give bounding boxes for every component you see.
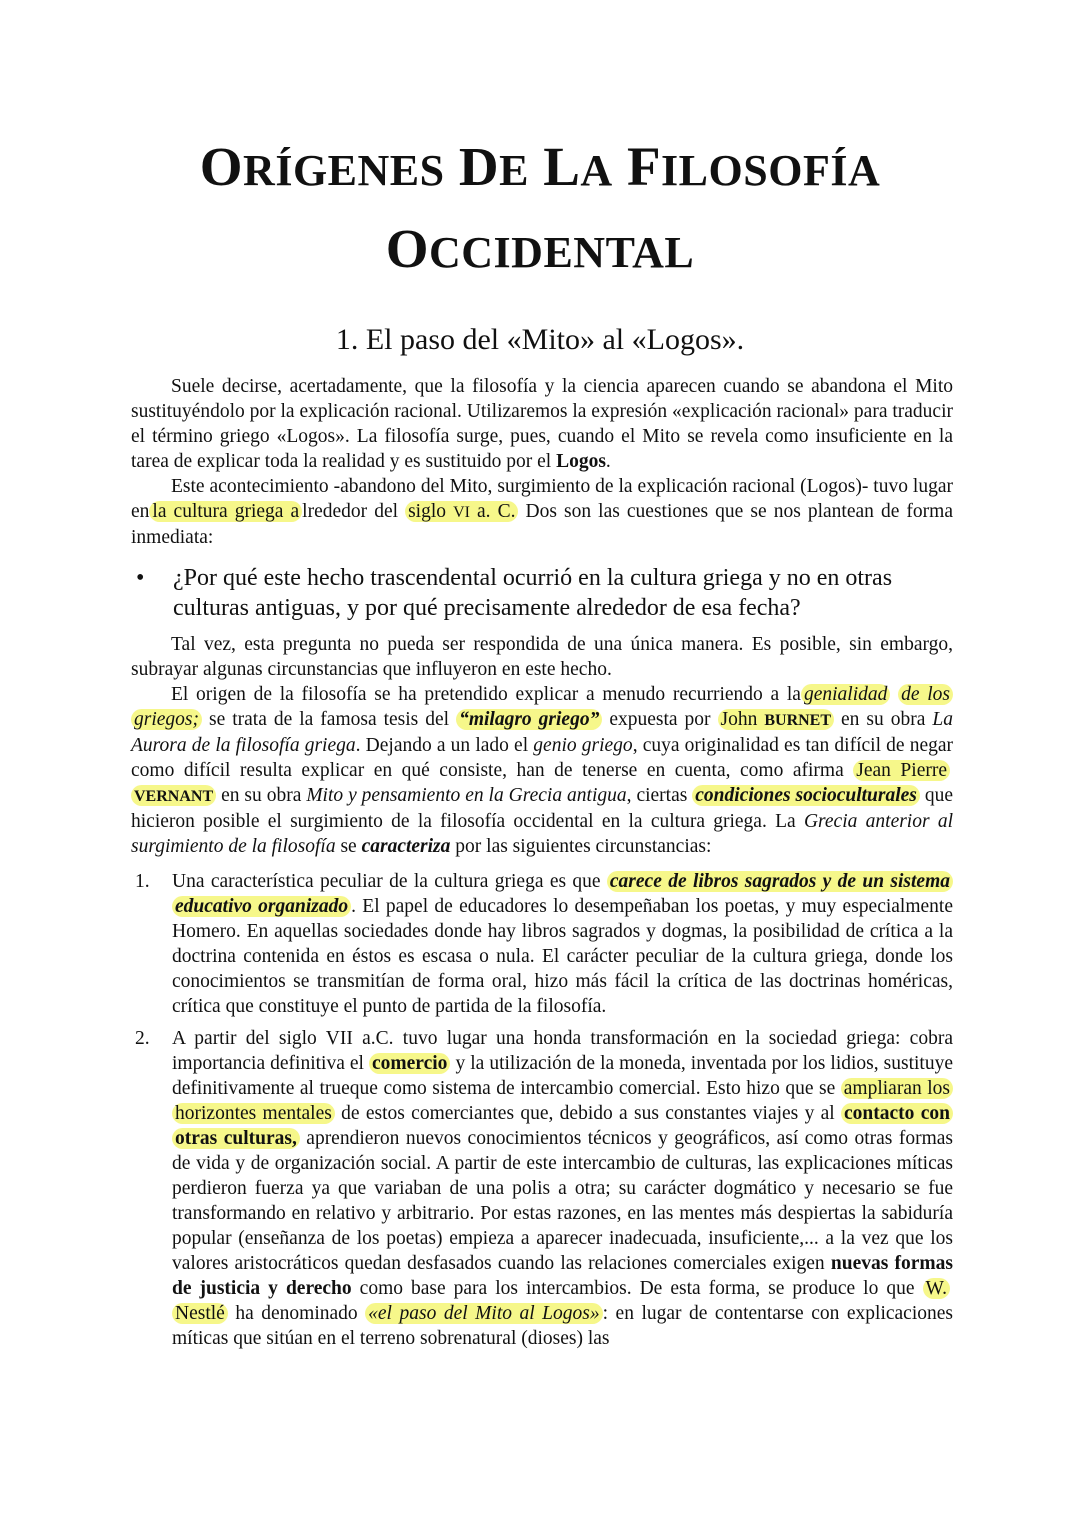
bold-term-logos: Logos: [556, 451, 606, 472]
highlight-w-nestle: W. Nestlé: [172, 1278, 950, 1324]
circumstances-list: [131, 869, 953, 1351]
bullet-question-text: ¿Por qué este hecho trascendental ocurrió en la cultura griega y no en otras culturas antiguas, y por qué precisamente alrededor de esa fecha?: [173, 565, 893, 621]
text-run: de estos comerciantes que, debido a sus constantes viajes y al: [334, 1103, 842, 1124]
text-run: por las siguientes circunstancias:: [450, 836, 712, 857]
list-number: 1.: [135, 871, 150, 892]
bullet-question: [131, 563, 953, 623]
highlight-cultura-griega: la cultura griega a: [149, 501, 302, 522]
text-run: Suele decirse, acertadamente, que la filosofía y la ciencia aparecen cuando se abandona el Mito sustituyéndolo por la explicación racional. Utilizaremos la expresión «explicación racional» para traducir el término griego «Logos». La filosofía surge, pues, cuando el Mito se revela como insuficiente en la tarea de explicar toda la realidad y es sustituido por el: [131, 376, 953, 472]
text-run: Dos son las cuestiones que se nos plantean de forma inmediata:: [131, 501, 953, 548]
author-surname: VERNANT: [134, 788, 214, 805]
text-run: y la utilización de la moneda, inventada por los lidios, sustituye definitivamente al trueque como sistema de intercambio comercial. Esto hizo que se: [172, 1053, 953, 1099]
highlight-condiciones-socioculturales: condiciones socioculturales: [692, 785, 920, 806]
text-run: .: [605, 451, 611, 472]
section-title: 1. El paso del «Mito» al «Logos».: [335, 323, 745, 356]
text-run: como base para los intercambios. De esta forma, se produce lo que: [351, 1278, 923, 1299]
title-line-1: ORÍGENES DE LA FILOSOFÍA: [199, 136, 881, 197]
text-run: Jean Pierre: [856, 760, 947, 781]
text-run: John: [720, 709, 765, 730]
book-title: Mito y pensamiento en la Grecia antigua: [306, 785, 627, 806]
text-run: El origen de la filosofía se ha pretendido explicar a menudo recurriendo a la: [171, 684, 801, 705]
highlight-paso-mito-logos: «el paso del Mito al Logos»: [365, 1303, 602, 1324]
text-run: lrededor del: [302, 501, 406, 522]
document-body: [131, 374, 953, 1358]
bullet-dot: •: [136, 565, 145, 591]
text-run: se: [335, 836, 362, 857]
text-run: a. C.: [469, 501, 516, 522]
text-run: aprendieron nuevos conocimientos técnicos y geográficos, así como otras formas de vida y de organización social. A partir de este intercambio de culturas, las explicaciones míticas perdieron fuerza ya que variaban de una polis a otra; su carácter dogmático y necesario se fue transformando en relativo y arbitrario. Por estas razones, en las mentes más despiertas la sabiduría popular (enseñanza de los poetas) empieza a aparecer inadecuada, insuficiente,... a la vez que los valores aristocráticos quedan desfasados cuando las relaciones comerciales exigen: [172, 1128, 953, 1274]
answer-paragraph-2: [131, 682, 953, 859]
highlight-horizontes-mentales: ampliaran los horizontes mentales: [172, 1078, 953, 1124]
italic-phrase: Grecia anterior al surgimiento de la filosofía: [131, 811, 953, 857]
title-line-2: OCCIDENTAL: [385, 218, 695, 279]
list-number: 2.: [135, 1028, 150, 1049]
text-run: . Dejando a un lado el: [355, 735, 534, 756]
text-run: en su obra: [834, 709, 933, 730]
text-run: . El papel de educadores lo desempeñaban los poetas, y muy especialmente Homero. En aquellas sociedades donde hay libros sagrados y dogmas, la posibilidad de crítica a la doctrina contenida en éstos es escasa o nula. El carácter peculiar de la cultura griega, donde los conocimientos se transmitían de forma oral, hizo más fácil la crítica de las doctrinas homéricas, crítica que constituye el punto de partida de la filosofía.: [172, 896, 953, 1017]
list-item: [131, 1026, 953, 1351]
text-run: en su obra: [216, 785, 307, 806]
highlight-genialidad: genialidad: [801, 684, 890, 705]
text-run: Este acontecimiento -abandono del Mito, surgimiento de la explicación racional (Logos)- tuvo lugar en: [131, 476, 953, 522]
text-run: expuesta por: [602, 709, 718, 730]
text-run: , cuya originalidad es tan difícil de negar como difícil resulta explicar en qué consiste, han de tenerse en cuenta, como afirma: [131, 735, 953, 781]
list-item-text: [172, 869, 953, 1019]
bold-italic-term: caracteriza: [361, 836, 451, 857]
italic-term: genio griego: [533, 735, 633, 756]
list-item-text: [172, 1026, 953, 1351]
answer-paragraph-1: Tal vez, esta pregunta no pueda ser respondida de una única manera. Es posible, sin embargo, subrayar algunas circunstancias que influyeron en este hecho.: [131, 634, 953, 680]
highlight-john-burnet: [718, 709, 835, 730]
highlight-milagro-griego: “milagro griego”: [456, 709, 602, 730]
highlight-siglo-vi: [405, 501, 518, 522]
highlight-de-los-griegos: de los griegos;: [131, 684, 953, 730]
highlight-contacto-culturas: contacto con otras culturas,: [172, 1103, 953, 1149]
highlight-libros-sagrados: carece de libros sagrados y de un sistema educativo organizado: [172, 871, 953, 917]
book-title: La Aurora de la filosofía griega: [131, 709, 953, 756]
text-run: ha denominado: [227, 1303, 366, 1324]
author-surname: BURNET: [764, 712, 832, 729]
text-run: : en lugar de contentarse con explicaciones míticas que sitúan en el terreno sobrenatural (dioses) las: [172, 1303, 953, 1349]
text-run: , ciertas: [626, 785, 693, 806]
intro-paragraph-1: [131, 374, 953, 474]
text-run: que hicieron posible el surgimiento de la filosofía occidental en la cultura griega. La: [131, 785, 954, 832]
intro-paragraph-2: [131, 474, 953, 550]
roman-numeral: VI: [453, 504, 470, 521]
text-run: Una característica peculiar de la cultura griega es que: [172, 871, 607, 892]
page-title: [100, 128, 980, 292]
text-run: se trata de la famosa tesis del: [202, 709, 457, 730]
list-item: [131, 869, 953, 1019]
text-run: A partir del siglo VII a.C. tuvo lugar una honda transformación en la sociedad griega: cobra importancia definitiva el: [172, 1028, 953, 1074]
bold-nuevas-formas: nuevas formas de justicia y derecho: [172, 1253, 953, 1299]
text-run: siglo: [408, 501, 454, 522]
highlight-comercio: comercio: [369, 1053, 450, 1074]
